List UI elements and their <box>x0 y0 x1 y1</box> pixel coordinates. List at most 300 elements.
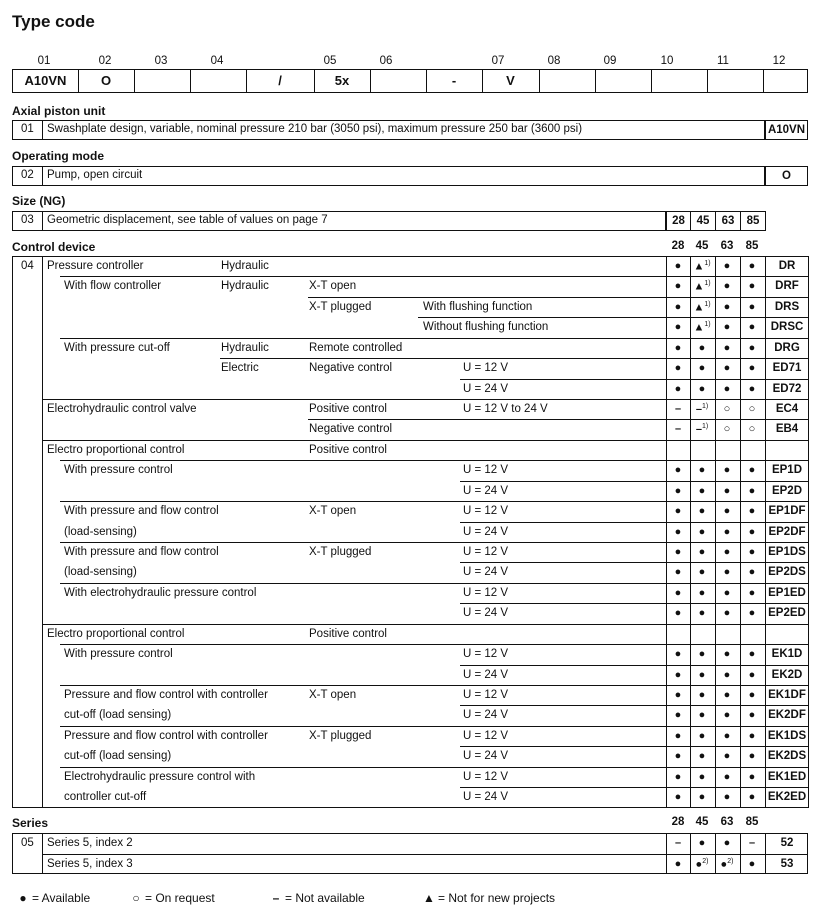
divider <box>42 854 808 855</box>
divider <box>42 256 43 808</box>
control-desc: With flow controller <box>64 280 162 292</box>
control-voltage: U = 12 V <box>463 505 509 517</box>
control-desc: Electrohydraulic control valve <box>47 403 197 415</box>
position-number: 03 <box>154 55 168 67</box>
symbol-glyph: ● <box>723 837 731 849</box>
symbol-glyph: ● <box>748 301 756 313</box>
availability-symbol <box>741 526 763 538</box>
control-voltage: U = 24 V <box>463 566 509 578</box>
divider <box>60 501 666 502</box>
control-voltage: U = 24 V <box>463 383 509 395</box>
availability-symbol <box>716 607 738 619</box>
control-variant: Negative control <box>309 423 393 435</box>
symbol-glyph: ● <box>674 383 682 395</box>
symbol-glyph: ● <box>723 607 731 619</box>
symbol-glyph: ● <box>723 464 731 476</box>
code-cell <box>190 70 246 92</box>
availability-symbol <box>741 546 763 558</box>
code-cell: O <box>100 73 112 88</box>
control-type: Electric <box>221 362 259 374</box>
order-code: EP1D <box>771 464 803 476</box>
divider <box>246 70 247 92</box>
divider <box>666 705 808 706</box>
control-voltage: U = 24 V <box>463 526 509 538</box>
divider <box>666 522 808 523</box>
symbol-glyph: ● <box>674 689 682 701</box>
divider <box>60 767 666 768</box>
order-code: EP2D <box>771 485 803 497</box>
availability-symbol <box>741 464 763 476</box>
size-63-box: 63 <box>715 211 741 231</box>
availability-symbol <box>691 464 713 476</box>
divider <box>460 705 666 706</box>
page-title: Type code <box>12 12 95 31</box>
control-size-header: 28 <box>671 240 685 252</box>
symbol-glyph: ● <box>723 260 731 272</box>
order-code: EC4 <box>775 403 799 415</box>
symbol-glyph: ● <box>698 464 706 476</box>
availability-symbol <box>667 526 689 538</box>
symbol-glyph: ● <box>723 505 731 517</box>
control-desc: Electro proportional control <box>47 628 185 640</box>
footnote-marker: 2) <box>727 858 734 865</box>
availability-symbol <box>691 566 713 578</box>
row-number: 02 <box>21 169 34 181</box>
symbol-glyph: – <box>674 837 682 849</box>
symbol-glyph: ● <box>748 321 756 333</box>
divider <box>666 644 808 645</box>
availability-symbol <box>667 485 689 497</box>
availability-symbol <box>691 301 713 314</box>
divider <box>426 70 427 92</box>
order-code: DRS <box>774 301 800 313</box>
divider <box>666 603 808 604</box>
code-cell <box>539 70 595 92</box>
row-text: Pump, open circuit <box>47 169 143 181</box>
availability-symbol <box>691 587 713 599</box>
symbol-glyph: ● <box>698 362 706 374</box>
availability-symbol <box>741 607 763 619</box>
symbol-glyph: ● <box>674 858 682 870</box>
divider <box>808 256 809 808</box>
order-code: O <box>765 166 808 186</box>
symbol-glyph: ● <box>674 485 682 497</box>
order-code: DRSC <box>770 321 804 333</box>
symbol-glyph: ● <box>748 858 756 870</box>
divider <box>60 276 666 277</box>
control-desc: cut-off (load sensing) <box>64 709 172 721</box>
order-code: EB4 <box>775 423 799 435</box>
section-axial-title: Axial piston unit <box>12 104 106 118</box>
divider <box>666 685 808 686</box>
legend-text: = Available <box>32 891 91 905</box>
availability-symbol <box>691 648 713 660</box>
symbol-glyph: ● <box>674 607 682 619</box>
control-variant: X-T plugged <box>309 730 372 742</box>
availability-symbol <box>667 301 689 313</box>
position-number: 01 <box>37 55 51 67</box>
row-number: 05 <box>21 837 34 849</box>
availability-symbol <box>667 689 689 701</box>
divider <box>370 70 371 92</box>
symbol-glyph: ● <box>748 566 756 578</box>
divider <box>60 726 666 727</box>
control-variant: Positive control <box>309 403 387 415</box>
availability-symbol <box>741 505 763 517</box>
section-series-title: Series <box>12 816 49 830</box>
divider <box>666 358 808 359</box>
availability-symbol <box>716 837 738 849</box>
divider <box>666 481 808 482</box>
divider <box>666 379 808 380</box>
position-number: 04 <box>210 55 224 67</box>
symbol-glyph: ▲ <box>693 280 705 293</box>
order-code: 53 <box>780 858 794 870</box>
availability-symbol <box>716 750 738 762</box>
availability-symbol <box>716 280 738 292</box>
control-voltage: U = 12 V <box>463 648 509 660</box>
order-code: EP1DF <box>768 505 806 517</box>
order-code: DRF <box>775 280 799 292</box>
series-desc: Series 5, index 3 <box>47 858 133 870</box>
divider <box>42 120 43 140</box>
divider <box>460 379 666 380</box>
symbol-glyph: ● <box>723 791 731 803</box>
type-code-box <box>12 69 808 93</box>
availability-symbol <box>741 648 763 660</box>
divider <box>460 562 666 563</box>
symbol-glyph: ● <box>723 648 731 660</box>
legend-text: = On request <box>145 891 215 905</box>
symbol-glyph: ● <box>674 362 682 374</box>
symbol-glyph: ● <box>674 750 682 762</box>
availability-symbol <box>667 730 689 742</box>
code-cell <box>651 70 707 92</box>
control-variant: Positive control <box>309 444 387 456</box>
symbol-glyph: ● <box>674 464 682 476</box>
order-code: EK1DS <box>767 730 807 742</box>
symbol-glyph: ● <box>674 730 682 742</box>
availability-symbol <box>667 260 689 272</box>
divider <box>460 787 666 788</box>
order-code: 52 <box>780 837 794 849</box>
symbol-glyph: – <box>748 837 756 849</box>
control-voltage: U = 24 V <box>463 607 509 619</box>
footnote-marker: 1) <box>704 321 711 328</box>
control-voltage: U = 12 V <box>463 587 509 599</box>
availability-symbol <box>716 423 738 435</box>
divider <box>314 70 315 92</box>
control-desc: Pressure and flow control with controller <box>64 689 268 701</box>
symbol-glyph: – <box>695 423 702 436</box>
divider <box>460 603 666 604</box>
symbol-glyph: ● <box>748 709 756 721</box>
divider <box>666 542 808 543</box>
symbol-glyph: ● <box>698 526 706 538</box>
footnote-marker: 1) <box>704 280 711 287</box>
availability-symbol <box>691 750 713 762</box>
divider <box>539 70 540 92</box>
control-voltage: U = 24 V <box>463 750 509 762</box>
control-voltage: U = 24 V <box>463 709 509 721</box>
availability-symbol <box>741 587 763 599</box>
availability-symbol <box>667 505 689 517</box>
availability-symbol <box>667 791 689 803</box>
size-28-box: 28 <box>666 211 691 231</box>
symbol-glyph: ● <box>748 260 756 272</box>
availability-symbol <box>667 750 689 762</box>
symbol-glyph: ● <box>698 566 706 578</box>
symbol-glyph: ● <box>695 858 703 871</box>
divider <box>651 70 652 92</box>
divider <box>666 419 808 420</box>
control-desc: With electrohydraulic pressure control <box>64 587 257 599</box>
availability-symbol <box>741 730 763 742</box>
divider <box>42 440 666 441</box>
availability-symbol <box>716 587 738 599</box>
control-variant: Remote controlled <box>309 342 403 354</box>
symbol-glyph: ● <box>674 587 682 599</box>
control-variant: Positive control <box>309 628 387 640</box>
availability-symbol <box>741 321 763 333</box>
availability-symbol <box>716 791 738 803</box>
control-desc: Electro proportional control <box>47 444 185 456</box>
control-voltage: U = 24 V <box>463 791 509 803</box>
availability-symbol <box>667 648 689 660</box>
symbol-glyph: ● <box>720 858 728 871</box>
control-desc: With pressure control <box>64 464 173 476</box>
order-code: EK1ED <box>767 771 807 783</box>
symbol-glyph: ● <box>698 750 706 762</box>
control-voltage: U = 12 V <box>463 362 509 374</box>
symbol-glyph: ● <box>723 709 731 721</box>
position-number: 08 <box>547 55 561 67</box>
legend-symbol: – <box>272 891 280 905</box>
symbol-glyph: ● <box>723 280 731 292</box>
divider <box>482 70 483 92</box>
order-code: DR <box>778 260 796 272</box>
control-size-header: 85 <box>745 240 759 252</box>
divider <box>78 70 79 92</box>
control-size-header: 45 <box>695 240 709 252</box>
divider <box>42 166 43 186</box>
symbol-glyph: ● <box>698 485 706 497</box>
control-desc: With pressure control <box>64 648 173 660</box>
divider <box>707 70 708 92</box>
symbol-glyph: ● <box>674 505 682 517</box>
symbol-glyph: ○ <box>723 423 731 435</box>
availability-symbol <box>691 505 713 517</box>
availability-symbol <box>691 607 713 619</box>
availability-symbol <box>667 403 689 415</box>
divider <box>595 70 596 92</box>
availability-symbol <box>741 791 763 803</box>
divider <box>220 358 666 359</box>
control-variant: X-T open <box>309 689 357 701</box>
symbol-glyph: ● <box>674 301 682 313</box>
divider <box>666 338 808 339</box>
legend-symbol: ● <box>19 891 27 905</box>
availability-symbol <box>741 837 763 849</box>
control-voltage: U = 24 V <box>463 669 509 681</box>
symbol-glyph: ● <box>698 587 706 599</box>
symbol-glyph: ● <box>723 526 731 538</box>
symbol-glyph: ● <box>748 607 756 619</box>
availability-symbol <box>741 858 763 870</box>
symbol-glyph: ● <box>698 837 706 849</box>
availability-symbol <box>667 709 689 721</box>
availability-symbol <box>667 383 689 395</box>
symbol-glyph: ● <box>698 730 706 742</box>
availability-symbol <box>716 362 738 374</box>
symbol-glyph: ▲ <box>693 301 705 314</box>
control-size-header: 63 <box>720 240 734 252</box>
control-desc: cut-off (load sensing) <box>64 750 172 762</box>
symbol-glyph: ● <box>698 771 706 783</box>
availability-symbol <box>716 771 738 783</box>
symbol-glyph: ● <box>698 342 706 354</box>
legend-symbol: ○ <box>132 891 140 905</box>
order-code: EK2DF <box>768 709 806 721</box>
divider <box>60 542 666 543</box>
order-code: EK2D <box>771 669 803 681</box>
symbol-glyph: ● <box>748 791 756 803</box>
symbol-glyph: ○ <box>748 423 756 435</box>
availability-symbol <box>716 689 738 701</box>
symbol-glyph: ● <box>723 771 731 783</box>
divider <box>418 317 666 318</box>
row-number: 04 <box>21 260 34 272</box>
control-variant: Negative control <box>309 362 393 374</box>
order-code: ED71 <box>772 362 802 374</box>
order-code: EP1ED <box>768 587 806 599</box>
divider <box>60 685 666 686</box>
divider <box>666 460 808 461</box>
symbol-glyph: ● <box>674 791 682 803</box>
symbol-glyph: ● <box>674 566 682 578</box>
code-cell: V <box>506 73 515 88</box>
symbol-glyph: ● <box>674 771 682 783</box>
symbol-glyph: ● <box>748 587 756 599</box>
symbol-glyph: ● <box>674 321 682 333</box>
control-variant: X-T open <box>309 280 357 292</box>
control-desc: Electrohydraulic pressure control with <box>64 771 256 783</box>
order-code: EK1D <box>771 648 803 660</box>
symbol-glyph: ● <box>723 321 731 333</box>
availability-symbol <box>667 546 689 558</box>
divider <box>308 419 666 420</box>
control-voltage: U = 12 V <box>463 546 509 558</box>
control-type: Hydraulic <box>221 342 269 354</box>
control-desc: With pressure and flow control <box>64 546 219 558</box>
divider <box>666 583 808 584</box>
availability-symbol <box>691 280 713 293</box>
section-size-title: Size (NG) <box>12 194 66 208</box>
symbol-glyph: ● <box>748 505 756 517</box>
symbol-glyph: ● <box>723 362 731 374</box>
availability-symbol <box>716 566 738 578</box>
availability-symbol <box>741 771 763 783</box>
divider <box>190 70 191 92</box>
availability-symbol <box>741 383 763 395</box>
symbol-glyph: ● <box>723 566 731 578</box>
symbol-glyph: ○ <box>723 403 731 415</box>
symbol-glyph: – <box>674 403 682 415</box>
footnote-marker: 1) <box>701 423 709 430</box>
availability-symbol <box>667 464 689 476</box>
order-code: EP2ED <box>768 607 806 619</box>
divider <box>60 583 666 584</box>
symbol-glyph: ● <box>674 669 682 681</box>
divider <box>666 562 808 563</box>
availability-symbol <box>741 689 763 701</box>
availability-symbol <box>667 362 689 374</box>
symbol-glyph: ● <box>698 383 706 395</box>
availability-symbol <box>691 423 713 436</box>
availability-symbol <box>716 526 738 538</box>
symbol-glyph: – <box>695 403 702 416</box>
position-number: 06 <box>379 55 393 67</box>
availability-symbol <box>741 260 763 272</box>
divider <box>460 665 666 666</box>
availability-symbol <box>741 485 763 497</box>
symbol-glyph: ● <box>698 689 706 701</box>
availability-symbol <box>716 301 738 313</box>
availability-symbol <box>691 546 713 558</box>
availability-symbol <box>667 321 689 333</box>
symbol-glyph: ● <box>698 648 706 660</box>
order-code: DRG <box>774 342 800 354</box>
control-desc: Pressure controller <box>47 260 144 272</box>
divider <box>666 276 808 277</box>
divider <box>460 522 666 523</box>
legend-text: = Not available <box>285 891 365 905</box>
symbol-glyph: ● <box>748 750 756 762</box>
control-voltage: U = 12 V <box>463 771 509 783</box>
symbol-glyph: ● <box>674 280 682 292</box>
availability-symbol <box>741 280 763 292</box>
symbol-glyph: ● <box>674 648 682 660</box>
control-voltage: U = 24 V <box>463 485 509 497</box>
divider <box>666 501 808 502</box>
divider <box>42 211 43 231</box>
availability-symbol <box>716 464 738 476</box>
divider <box>666 746 808 747</box>
order-code: EK2DS <box>767 750 807 762</box>
code-cell <box>707 70 763 92</box>
availability-symbol <box>667 837 689 849</box>
symbol-glyph: ● <box>674 546 682 558</box>
section-control-title: Control device <box>12 240 96 254</box>
symbol-glyph: ● <box>698 669 706 681</box>
series-size-header: 85 <box>745 816 759 828</box>
symbol-glyph: ● <box>748 689 756 701</box>
availability-symbol <box>667 342 689 354</box>
control-type: Hydraulic <box>221 260 269 272</box>
position-number: 10 <box>660 55 674 67</box>
symbol-glyph: ● <box>748 526 756 538</box>
footnote-marker: 2) <box>702 858 709 865</box>
divider <box>134 70 135 92</box>
availability-symbol <box>716 342 738 354</box>
availability-symbol <box>741 709 763 721</box>
series-size-header: 45 <box>695 816 709 828</box>
series-desc: Series 5, index 2 <box>47 837 133 849</box>
symbol-glyph: ● <box>698 607 706 619</box>
divider <box>666 297 808 298</box>
divider <box>308 297 666 298</box>
symbol-glyph: ● <box>748 383 756 395</box>
